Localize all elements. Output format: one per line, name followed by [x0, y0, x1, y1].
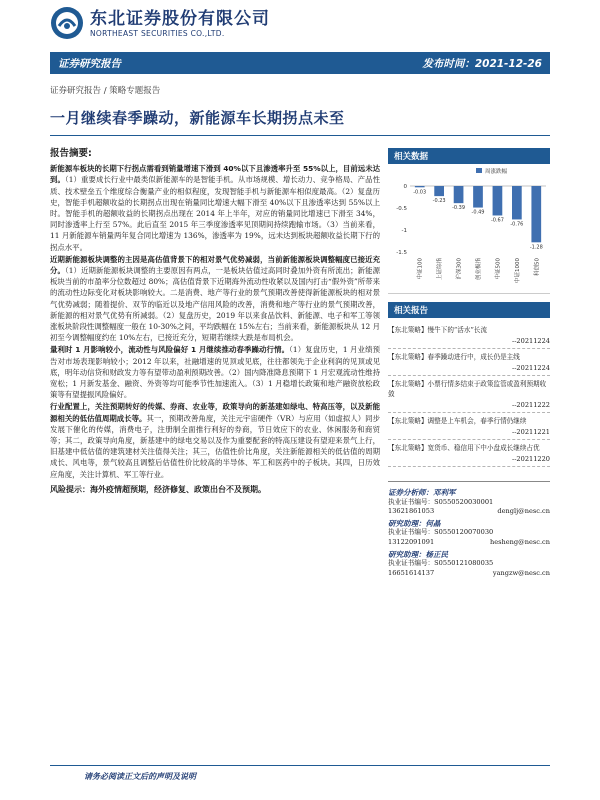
- bar: [493, 186, 503, 215]
- paragraph-lead: 新能源车板块的长期下行拐点需看到销量增速下滑到 40%以下且渗透率升至 55%以上，目前远未达到。: [50, 164, 380, 185]
- report-link-title[interactable]: 【东北策略】调整是上车机会，春季行情仍继续: [388, 417, 527, 425]
- analyst-email[interactable]: hesheng@nesc.cn: [489, 537, 550, 546]
- bar: [415, 186, 425, 187]
- analyst-phone: 13122091091: [388, 537, 435, 546]
- company-logo: [50, 6, 270, 40]
- analyst-phone: 16651614137: [388, 568, 435, 577]
- bar-chart: [388, 164, 550, 294]
- footer-divider: [50, 765, 550, 766]
- analyst-role: 研究助理：杨正民: [388, 549, 448, 559]
- bar-value-label: -0.03: [413, 189, 427, 196]
- y-tick-label: -1: [401, 228, 407, 234]
- related-reports-heading: 相关报告: [388, 302, 550, 318]
- report-date: --20211222: [511, 401, 550, 409]
- x-tick-label: 沪深300: [456, 258, 463, 280]
- report-summary: [50, 148, 380, 495]
- sidebar: [388, 148, 550, 578]
- bar: [473, 186, 483, 208]
- bar: [434, 186, 444, 196]
- paragraph-body: 其一，预期改善角度，关注元宇宙硬件（VR）与应用（如虚拟人）同步发展下催化的传媒，消费电子，注册制全面推行利好的券商，节日效应下的农业、休闲服务和商贸等；其二，政策导向角度，新基建中的绿电交易以及作为重要配套的特高压建设有望迎来景气上行，旧基建中低估值的建筑建材关注值得关注；其三，估值性价比角度，关注新能源相关的低估值的周期成长、风电等，景气较高且调整后估值性价比较高的半导体、军工和医药中的子板块。其四，日历效应角度，关注计算机、军工等行业。: [50, 413, 380, 479]
- analyst-role: 证券分析师：邓利军: [388, 488, 456, 497]
- risk-text: 海外疫情超预期，经济修复、政策出台不及预期。: [90, 484, 266, 494]
- x-tick-label: 中证1000: [514, 258, 521, 283]
- report-link-item[interactable]: [388, 413, 550, 440]
- x-tick-label: 科创50: [534, 258, 541, 276]
- analyst-block: [388, 550, 550, 579]
- paragraph-lead: 行业配置上，关注预期转好的传媒、券商、农业等，政策导向的新基建如绿电、特高压等，以及新能源相关的低估值周期成长等。: [50, 402, 380, 423]
- report-link-title[interactable]: 【东北策略】小票行情多结束于政策监管或盈利预期收敛: [388, 380, 547, 398]
- analyst-phone: 13621861053: [388, 507, 435, 516]
- summary-paragraph: [50, 401, 380, 479]
- summary-paragraph: [50, 254, 380, 344]
- report-date: --20211220: [511, 455, 550, 463]
- report-date: --20211224: [511, 364, 550, 372]
- paragraph-body: （1）近期新能源板块调整的主要原因有两点，一是板块估值过高同时叠加外资有所流出；新能源板块当前的市盈率分位数超过 80%；高估值背景下近期海外流动性收紧以及国内打击“假外资”所带来的流动性边际变化对板块影响较大。二是消费、地产等行业的景气预期改善使得新能源板块的相对景气优势减弱；随着提价、双节的临近以及地产信用风险的改善，消费和地产等行业的景气预期改善，新能源的相对景气优势有所减弱。（2）复盘历史，2019 年以来食品饮料、新能源、电子和军工等领涨板块阶段性调整幅度一般在 10-30%之间，平均跌幅在 15%左右；当前来看，新能源板块从 12 月初至今调整幅度约在 10%左右，已接近充分，短期若继续大跌是布局机会。: [50, 266, 380, 343]
- related-reports-list: [388, 322, 550, 467]
- report-date: --20211221: [511, 428, 550, 436]
- bar-value-label: -0.76: [510, 221, 524, 228]
- analyst-info: [388, 481, 550, 578]
- header-banner: [50, 52, 550, 74]
- publish-time: 发布时间：2021-12-26: [422, 57, 542, 70]
- bar-value-label: -0.67: [490, 217, 504, 224]
- analyst-cert: 执业证书编号：S0550520030001: [388, 497, 494, 506]
- paragraph-lead: 量利时 1 月影响较小，流动性与风险偏好 1 月继续推动春季躁动行情。: [50, 345, 290, 355]
- bar-value-label: -0.23: [432, 198, 446, 205]
- bar-value-label: -0.39: [452, 205, 466, 212]
- report-type: 证券研究报告: [58, 57, 121, 70]
- report-link-item[interactable]: [388, 440, 550, 467]
- breadcrumb: 证券研究报告 / 策略专题报告: [50, 86, 161, 96]
- y-tick-label: -0.5: [396, 206, 407, 212]
- risk-warning: [50, 484, 380, 495]
- company-name-cn: 东北证券股份有限公司: [90, 8, 270, 29]
- x-tick-label: 上证综指: [437, 258, 444, 281]
- paragraph-body: （1）复盘历史，1 月业绩预告对市场表现影响较小；2012 年以来，社融增速的见顶或见底，往往都领先于企业利润的见顶或见底，明年动信贷和财政发力等有望带动盈利预期改善。（2）国内降准降息预期下 1 月宏观流动性维持宽松；1 月新发基金、融资、外资等均可能季节性加速流入。（3）1 月稳增长政策和地产融资放松政策等有望提振风险偏好。: [50, 345, 380, 400]
- report-link-item[interactable]: [388, 376, 550, 413]
- x-tick-label: 创业板指: [476, 258, 482, 281]
- footer-disclaimer: 请务必阅读正文后的声明及说明: [84, 772, 196, 781]
- x-tick-label: 中证100: [417, 258, 424, 280]
- summary-heading: 报告摘要:: [50, 148, 92, 159]
- analyst-role: 研究助理：何晶: [388, 518, 441, 528]
- summary-paragraph: [50, 163, 380, 253]
- x-tick-label: 中证500: [495, 258, 502, 280]
- analyst-cert: 执业证书编号：S0550120070030: [388, 528, 494, 537]
- bar-value-label: -0.49: [471, 209, 485, 216]
- related-data-heading: 相关数据: [388, 148, 550, 164]
- analyst-cert: 执业证书编号：S0550121080035: [388, 559, 494, 568]
- report-link-item[interactable]: [388, 349, 550, 376]
- report-link-title[interactable]: 【东北策略】宽货币、稳信用下中小盘成长继续占优: [388, 444, 540, 452]
- risk-label: 风险提示：: [50, 484, 90, 494]
- analyst-email[interactable]: denglj@nesc.cn: [497, 507, 550, 516]
- report-date: --20211224: [511, 337, 550, 345]
- legend-swatch: [476, 168, 482, 173]
- paragraph-lead: 近期新能源板块调整的主因是高估值背景下的相对景气优势减弱，当前新能源板块调整幅度已接近充分。: [50, 254, 380, 276]
- report-link-item[interactable]: [388, 322, 550, 349]
- index-change-chart: [388, 164, 550, 294]
- company-name-en: NORTHEAST SECURITIES CO.,LTD.: [90, 28, 225, 38]
- northeast-securities-logo-icon: [50, 6, 84, 40]
- analyst-block: [388, 488, 550, 517]
- paragraph-body: （1）重要成长行业中最类似新能源车的是智能手机。从市场规模、增长动力、竞争格局、产品性质、技术壁垒五个维度综合衡量产业的相似程度，发现智能手机与新能源车相似度最高。（2）复盘历史，智能手机超额收益的长期拐点出现在销量同比增速大幅下滑至 40%以下且渗透率达到 55%以上时。智能手机的超额收益的长期拐点出现在 2014 年上半年，对应的销量同比增速已下滑至 34%，同时渗透率上行至 57%。此后直至 2015 年三季度渗透率见顶期间持续跑输市场。（3）当前来看，11 月新能源车销量两年复合同比增速为 136%，渗透率为 19%，远未达到板块超额收益长期下行的拐点水平。: [50, 175, 380, 252]
- report-link-title[interactable]: 【东北策略】春季躁动进行中，成长仍是主线: [388, 353, 520, 361]
- bar: [512, 186, 522, 219]
- title-divider: [50, 135, 550, 136]
- summary-paragraph: [50, 344, 380, 400]
- analyst-block: [388, 519, 550, 548]
- page-title: 一月继续春季躁动，新能源车长期拐点未至: [50, 109, 345, 127]
- bar: [454, 186, 464, 203]
- y-tick-label: -1.5: [396, 250, 407, 256]
- bar: [531, 186, 541, 242]
- y-tick-label: 0: [403, 184, 407, 190]
- report-link-title[interactable]: 【东北策略】慢牛下的“活水”长流: [388, 326, 488, 334]
- legend-label: 周涨跌幅: [485, 169, 508, 175]
- analyst-email[interactable]: yangzw@nesc.cn: [492, 568, 550, 577]
- bar-value-label: -1.28: [529, 244, 543, 251]
